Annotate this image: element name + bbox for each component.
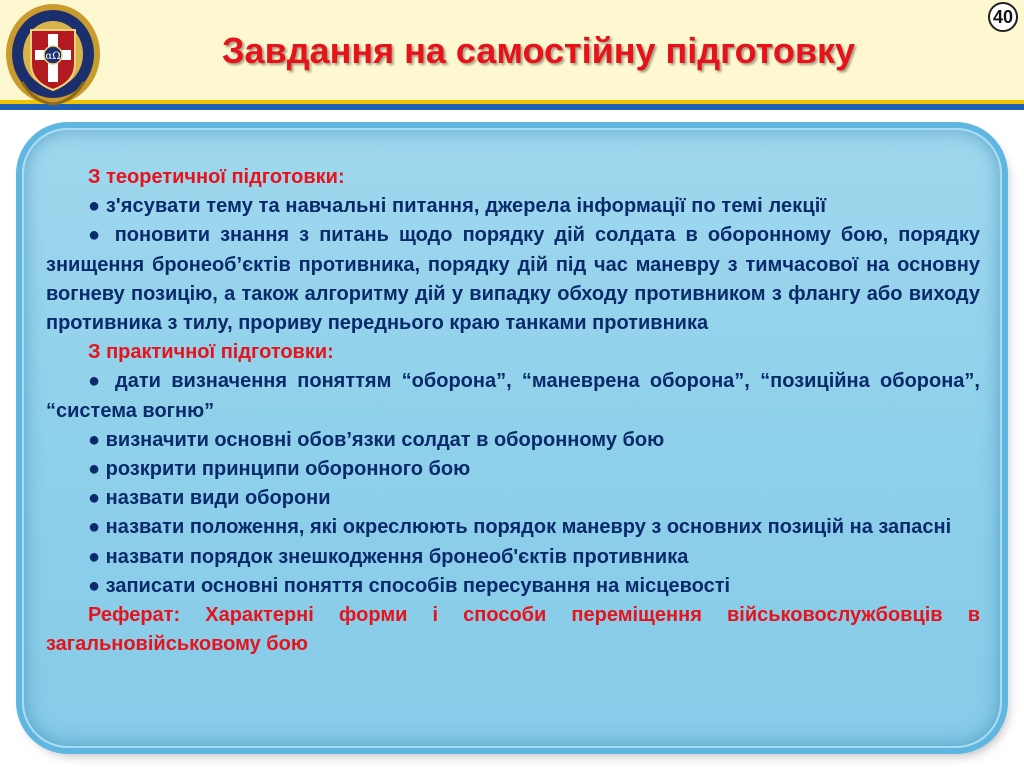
- theory-item: ● поновити знання з питань щодо порядку дій солдата в оборонному бою, порядку знищення бронеоб’єктів противника, порядку дій під час маневру з тимчасової на основну вогневу позицію, а також алгоритму дій у випадку обходу противником з флангу або виходу противника з тилу, прориву переднього краю танками противника: [46, 224, 980, 335]
- practice-item: ● назвати порядок знешкодження бронеоб'єктів противника: [88, 545, 689, 568]
- theory-item: ● з'ясувати тему та навчальні питання, джерела інформації по темі лекції: [88, 195, 827, 218]
- essay-label: Реферат:: [88, 604, 181, 627]
- theory-heading: З теоретичної підготовки:: [88, 166, 345, 188]
- practice-item: ● визначити основні обов’язки солдат в оборонному бою: [88, 428, 665, 451]
- practice-item: ● розкрити принципи оборонного бою: [88, 458, 471, 481]
- slide-title: Завдання на самостійну підготовку: [222, 30, 856, 71]
- practice-item: ● записати основні поняття способів пересування на місцевості: [88, 574, 731, 597]
- essay-paragraph: [46, 601, 980, 659]
- svg-text:αΩ: αΩ: [45, 51, 61, 62]
- task-content: [46, 163, 980, 659]
- practice-item: ● дати визначення поняттям “оборона”, “маневрена оборона”, “позиційна оборона”, “система вогню”: [46, 370, 980, 422]
- page-number-badge: 40: [988, 2, 1018, 32]
- practice-item: ● назвати види оборони: [88, 487, 331, 510]
- practice-heading: З практичної підготовки:: [88, 341, 334, 364]
- military-academy-emblem-icon: [4, 2, 102, 106]
- header-stripe-blue: [0, 104, 1024, 110]
- essay-text: Характерні форми і способи переміщення військовослужбовців в загальновійськовому бою: [46, 604, 980, 656]
- practice-item: ● назвати положення, які окреслюють порядок маневру з основних позицій на запасні: [88, 516, 952, 539]
